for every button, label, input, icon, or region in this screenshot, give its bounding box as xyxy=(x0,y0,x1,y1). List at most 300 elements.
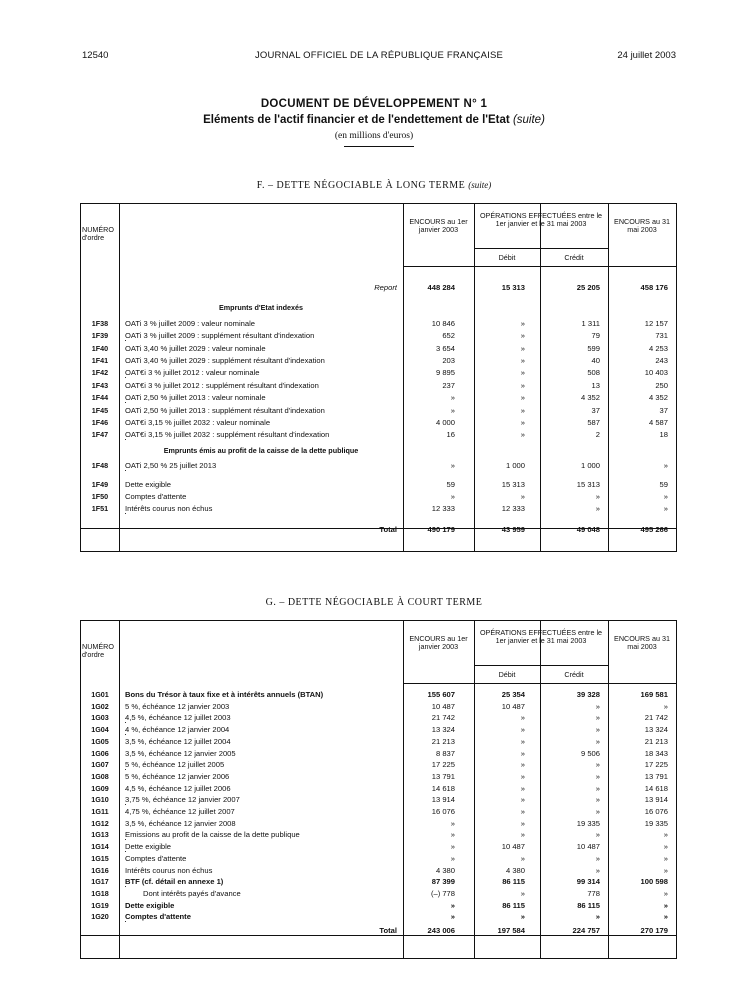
credit-value: » xyxy=(595,853,600,863)
row-label xyxy=(125,430,397,439)
encours-debut-value: » xyxy=(450,818,455,828)
row-number: 1F40 xyxy=(91,343,109,353)
row-number: 1G12 xyxy=(91,818,109,828)
row-label xyxy=(125,331,397,340)
table-row xyxy=(81,330,676,342)
encours-fin-value: 10 403 xyxy=(644,368,668,378)
encours-fin-value: 19 335 xyxy=(644,818,668,828)
encours-fin-value: 17 225 xyxy=(644,760,668,770)
row-label-text: Total xyxy=(379,524,397,534)
table-row xyxy=(81,771,676,783)
debit-value: 25 354 xyxy=(501,690,525,699)
debit-value: » xyxy=(520,356,525,365)
debit-value: 15 313 xyxy=(501,283,525,292)
row-label xyxy=(125,461,397,470)
credit-value: 13 xyxy=(591,380,600,390)
debit-value: » xyxy=(520,418,525,427)
credit-value: 37 xyxy=(591,405,600,415)
row-label-text: 4,5 %, échéance 12 juillet 2003 xyxy=(125,713,231,723)
encours-debut-value: 13 791 xyxy=(431,771,455,781)
document-subtitle xyxy=(0,114,748,126)
row-label xyxy=(125,418,397,427)
table-row xyxy=(81,724,676,736)
encours-debut-value: 4 000 xyxy=(435,418,455,427)
row-label-text: Comptes d'attente xyxy=(125,492,187,501)
credit-value: » xyxy=(595,760,600,770)
total-row xyxy=(81,524,676,536)
table-row xyxy=(81,911,676,923)
credit-value: 224 757 xyxy=(572,926,600,935)
encours-debut-value: 87 399 xyxy=(431,877,455,887)
row-number: 1G05 xyxy=(91,736,109,746)
encours-fin-value: » xyxy=(663,865,668,875)
row-label xyxy=(125,807,397,816)
row-number: 1F51 xyxy=(91,504,109,514)
row-label-text: OATi 3,40 % juillet 2029 : supplément résultant d'indexation xyxy=(125,356,325,365)
row-label xyxy=(125,368,397,377)
row-label-text: Comptes d'attente xyxy=(125,912,191,922)
encours-fin-value: 243 xyxy=(655,356,668,365)
encours-fin-value: 4 587 xyxy=(648,418,668,427)
credit-value: 1 000 xyxy=(580,461,600,471)
row-number: 1F45 xyxy=(91,405,109,415)
encours-debut-value: 9 895 xyxy=(435,368,455,378)
credit-value: 587 xyxy=(587,418,600,427)
encours-debut-value: 237 xyxy=(442,380,455,390)
table-row xyxy=(81,689,676,701)
credit-value: 15 313 xyxy=(576,479,600,489)
encours-debut-value: 21 742 xyxy=(431,713,455,723)
row-label-text: 3,5 %, échéance 12 juillet 2004 xyxy=(125,736,231,746)
row-label-text: Emissions au profit de la caisse de la dette publique xyxy=(125,830,300,840)
credit-value: » xyxy=(595,865,600,875)
row-number: 1F48 xyxy=(91,461,109,471)
row-label xyxy=(125,854,397,863)
encours-fin-value: » xyxy=(663,504,668,514)
row-label xyxy=(125,725,397,734)
debit-value: » xyxy=(520,760,525,770)
debit-value: » xyxy=(520,430,525,440)
debit-value: » xyxy=(520,771,525,781)
credit-value: 4 352 xyxy=(580,393,600,403)
heading-text: Emprunts d'Etat indexés xyxy=(219,303,303,313)
row-number: 1F44 xyxy=(91,393,109,403)
debit-value: » xyxy=(520,736,525,746)
row-number: 1G11 xyxy=(91,807,109,816)
table-row xyxy=(81,900,676,912)
encours-debut-value: » xyxy=(450,853,455,863)
encours-fin-value: 250 xyxy=(655,380,668,390)
row-label xyxy=(125,772,397,781)
row-number: 1F43 xyxy=(91,380,109,390)
debit-value: » xyxy=(520,393,525,403)
row-number: 1G19 xyxy=(91,900,109,910)
encours-fin-value: 13 324 xyxy=(644,725,668,735)
table-row xyxy=(81,853,676,865)
section-g-title xyxy=(0,597,748,608)
encours-fin-value: 169 581 xyxy=(640,690,668,699)
debit-value: » xyxy=(520,331,525,341)
encours-fin-value: 12 157 xyxy=(644,318,668,328)
debit-value: 15 313 xyxy=(501,479,525,489)
table-row xyxy=(81,380,676,392)
table-row xyxy=(81,479,676,491)
row-number: 1G02 xyxy=(91,701,109,711)
credit-value: » xyxy=(595,830,600,840)
credit-value: 39 328 xyxy=(576,690,600,699)
encours-fin-value: 18 343 xyxy=(644,748,668,758)
debit-value: 4 380 xyxy=(505,865,525,875)
row-number: 1G07 xyxy=(91,760,109,770)
table-row xyxy=(81,794,676,806)
section-f-title xyxy=(0,180,748,191)
credit-value: » xyxy=(595,736,600,746)
credit-value: 9 506 xyxy=(580,748,600,758)
encours-debut-value: 203 xyxy=(442,356,455,365)
debit-value: » xyxy=(520,725,525,735)
total-separator xyxy=(81,528,676,529)
table-row xyxy=(81,460,676,472)
row-label-text: 5 %, échéance 12 janvier 2003 xyxy=(125,701,230,711)
encours-fin-header: ENCOURS au 31 mai 2003 xyxy=(614,217,670,234)
debit-value: » xyxy=(520,830,525,840)
encours-debut-value: 243 006 xyxy=(427,926,455,935)
row-label xyxy=(125,830,397,839)
table-row xyxy=(81,759,676,771)
row-label-text: OATi 3,40 % juillet 2029 : valeur nominale xyxy=(125,343,266,353)
subtitle-text: Eléments de l'actif financier et de l'endettement de l'Etat xyxy=(203,114,510,126)
encours-fin-value: 16 076 xyxy=(644,807,668,816)
row-label-text: 5 %, échéance 12 janvier 2006 xyxy=(125,771,230,781)
row-number: 1G08 xyxy=(91,771,109,781)
row-label xyxy=(125,344,397,353)
credit-header: Crédit xyxy=(564,670,584,679)
table-row xyxy=(81,417,676,429)
row-label xyxy=(125,877,397,886)
encours-debut-value: 21 213 xyxy=(431,736,455,746)
encours-fin-value: 4 253 xyxy=(648,343,668,353)
operations-divider xyxy=(474,665,608,666)
encours-fin-value: » xyxy=(663,701,668,711)
row-label-text: 3,5 %, échéance 12 janvier 2008 xyxy=(125,818,236,828)
row-label-text: OATi 3 % juillet 2009 : valeur nominale xyxy=(125,318,256,328)
row-label xyxy=(125,702,397,711)
table-row xyxy=(81,748,676,760)
page-header xyxy=(82,50,676,64)
encours-debut-value: (–) 778 xyxy=(430,888,455,898)
encours-fin-value: 458 176 xyxy=(640,283,668,292)
row-number: 1F49 xyxy=(91,479,109,489)
section-heading xyxy=(81,302,676,314)
row-label-text: OATi 2,50 % 25 juillet 2013 xyxy=(125,461,217,471)
row-label-text: Bons du Trésor à taux fixe et à intérêts annuels (BTAN) xyxy=(125,690,324,699)
heading-text: Emprunts émis au profit de la caisse de la dette publique xyxy=(163,445,359,455)
encours-fin-value: 13 914 xyxy=(644,795,668,805)
encours-debut-value: 14 618 xyxy=(431,783,455,793)
table-row xyxy=(81,503,676,515)
credit-value: » xyxy=(595,701,600,711)
row-label-text: 5 %, échéance 12 juillet 2005 xyxy=(125,760,225,770)
page-number: 12540 xyxy=(82,50,109,61)
debit-header: Débit xyxy=(498,670,516,679)
row-label xyxy=(125,319,397,328)
credit-value: » xyxy=(595,771,600,781)
encours-fin-value: 270 179 xyxy=(640,926,668,935)
row-label xyxy=(125,737,397,746)
encours-debut-value: 13 324 xyxy=(431,725,455,735)
debit-value: » xyxy=(520,807,525,816)
encours-debut-header: ENCOURS au 1er janvier 2003 xyxy=(409,634,468,651)
table-row xyxy=(81,865,676,877)
encours-debut-value: 16 076 xyxy=(431,807,455,816)
table-row xyxy=(81,829,676,841)
row-label-text: 3,5 %, échéance 12 janvier 2005 xyxy=(125,748,236,758)
row-label-text: 3,75 %, échéance 12 janvier 2007 xyxy=(125,795,240,805)
encours-debut-value: 59 xyxy=(446,479,455,489)
encours-fin-value: 21 213 xyxy=(644,736,668,746)
credit-value: » xyxy=(595,912,600,922)
row-number: 1G06 xyxy=(91,748,109,758)
row-label-text: Dette exigible xyxy=(125,842,172,852)
encours-debut-header: ENCOURS au 1er janvier 2003 xyxy=(409,217,468,234)
unit-note: (en millions d'euros) xyxy=(334,131,414,141)
debit-value: 1 000 xyxy=(505,461,525,471)
encours-fin-value: 18 xyxy=(659,430,668,440)
row-number: 1F38 xyxy=(91,318,109,328)
row-label-text: OATi 2,50 % juillet 2013 : valeur nominale xyxy=(125,393,266,403)
document-title: DOCUMENT DE DÉVELOPPEMENT N° 1 xyxy=(260,98,488,110)
section-f-suffix: (suite) xyxy=(468,180,492,190)
debit-value: 10 487 xyxy=(501,842,525,852)
encours-debut-value: » xyxy=(450,393,455,403)
encours-fin-value: » xyxy=(663,492,668,501)
credit-value: 40 xyxy=(591,356,600,365)
table-row xyxy=(81,318,676,330)
row-number: 1G03 xyxy=(91,713,109,723)
table-row xyxy=(81,736,676,748)
table-row xyxy=(81,841,676,853)
table-row xyxy=(81,355,676,367)
debit-value: » xyxy=(520,783,525,793)
debit-value: 197 584 xyxy=(497,926,525,935)
row-label xyxy=(125,713,397,722)
row-number: 1F41 xyxy=(91,356,109,365)
row-label xyxy=(125,901,397,910)
row-label xyxy=(125,525,397,534)
encours-debut-value: 17 225 xyxy=(431,760,455,770)
row-label xyxy=(125,749,397,758)
row-label xyxy=(125,356,397,365)
credit-value: » xyxy=(595,795,600,805)
row-label-text: OATi 2,50 % juillet 2013 : supplément résultant d'indexation xyxy=(125,405,325,415)
credit-value: » xyxy=(595,713,600,723)
credit-value: » xyxy=(595,783,600,793)
header-bottom-line xyxy=(403,683,676,684)
credit-value: 19 335 xyxy=(576,818,600,828)
row-label-text: 4 %, échéance 12 janvier 2004 xyxy=(125,725,230,735)
encours-fin-value: 14 618 xyxy=(644,783,668,793)
encours-fin-value: 731 xyxy=(655,331,668,341)
table-row xyxy=(81,429,676,441)
encours-fin-value: » xyxy=(663,830,668,840)
row-label-text: OAT€i 3,15 % juillet 2032 : supplément résultant d'indexation xyxy=(125,430,330,440)
row-label xyxy=(125,889,397,898)
row-label xyxy=(125,480,397,489)
encours-fin-value: 37 xyxy=(659,405,668,415)
debit-value: 10 487 xyxy=(501,701,525,711)
row-label-text: 4,5 %, échéance 12 juillet 2006 xyxy=(125,783,231,793)
row-label xyxy=(125,819,397,828)
row-number: 1G01 xyxy=(91,690,109,699)
row-label-text: Intérêts courus non échus xyxy=(125,865,213,875)
table-row xyxy=(81,701,676,713)
row-number: 1G09 xyxy=(91,783,109,793)
debit-value: » xyxy=(520,818,525,828)
table-row xyxy=(81,343,676,355)
row-label-text: Intérêts courus non échus xyxy=(125,504,213,514)
row-number: 1G15 xyxy=(91,853,109,863)
debit-value: » xyxy=(520,713,525,723)
table-row xyxy=(81,876,676,888)
encours-debut-value: 12 333 xyxy=(431,504,455,514)
debit-value: » xyxy=(520,318,525,328)
credit-value: » xyxy=(595,504,600,514)
row-number: 1F39 xyxy=(91,331,109,341)
row-label xyxy=(125,504,397,513)
credit-value: 86 115 xyxy=(577,900,600,910)
encours-debut-value: » xyxy=(450,492,455,501)
credit-value: » xyxy=(595,725,600,735)
encours-fin-value: 59 xyxy=(659,479,668,489)
encours-debut-value: 16 xyxy=(446,430,455,440)
encours-debut-value: 10 846 xyxy=(431,318,455,328)
debit-value: 12 333 xyxy=(501,504,525,514)
credit-value: 778 xyxy=(587,888,600,898)
encours-debut-value: » xyxy=(450,900,455,910)
debit-value: 86 115 xyxy=(502,877,525,887)
debit-header: Débit xyxy=(498,253,516,262)
credit-header: Crédit xyxy=(564,253,584,262)
header-bottom-line xyxy=(403,266,676,267)
encours-fin-value: » xyxy=(663,842,668,852)
row-label-text: OAT€i 3 % juillet 2012 : supplément résultant d'indexation xyxy=(125,380,319,390)
credit-value: 10 487 xyxy=(576,842,600,852)
row-number: 1F46 xyxy=(91,418,109,427)
row-label xyxy=(125,912,397,921)
table-row xyxy=(81,888,676,900)
encours-debut-value: 155 607 xyxy=(427,690,455,699)
table-row xyxy=(81,783,676,795)
row-number: 1G04 xyxy=(91,725,109,735)
row-number: 1F50 xyxy=(91,492,109,501)
table-short-term-debt xyxy=(80,620,677,959)
encours-debut-value: 448 284 xyxy=(427,283,455,292)
debit-value: » xyxy=(520,748,525,758)
credit-value: 49 048 xyxy=(576,524,600,534)
encours-fin-value: » xyxy=(663,461,668,471)
encours-fin-value: 4 352 xyxy=(648,393,668,403)
row-label xyxy=(125,784,397,793)
subtitle-suffix: (suite) xyxy=(512,114,545,126)
row-number: 1G10 xyxy=(91,795,109,805)
encours-fin-value: » xyxy=(663,900,668,910)
row-label-text: Dette exigible xyxy=(125,900,175,910)
row-number: 1G20 xyxy=(91,912,109,922)
credit-value: 79 xyxy=(591,331,600,341)
encours-debut-value: » xyxy=(450,461,455,471)
encours-debut-value: » xyxy=(450,405,455,415)
publication-date: 24 juillet 2003 xyxy=(617,50,676,61)
debit-value: » xyxy=(520,405,525,415)
operations-header: OPÉRATIONS EFFECTUÉES entre le 1er janvier et le 31 mai 2003 xyxy=(479,628,603,645)
row-label-text: OAT€i 3,15 % juillet 2032 : valeur nominale xyxy=(125,418,271,427)
debit-value: » xyxy=(520,795,525,805)
row-number: 1G18 xyxy=(91,888,109,898)
table-row xyxy=(81,818,676,830)
row-number: 1F42 xyxy=(91,368,109,378)
row-label xyxy=(125,866,397,875)
credit-value: 599 xyxy=(587,343,600,353)
row-label-text: Report xyxy=(374,283,397,292)
row-label xyxy=(125,795,397,804)
credit-value: 1 311 xyxy=(581,318,600,328)
section-g-title-text: G. – DETTE NÉGOCIABLE À COURT TERME xyxy=(265,597,483,608)
debit-value: 43 959 xyxy=(501,524,525,534)
row-number: 1G13 xyxy=(91,830,109,840)
row-number: 1F47 xyxy=(91,430,109,440)
debit-value: » xyxy=(520,912,525,922)
table-long-term-debt xyxy=(80,203,677,552)
row-number: 1G16 xyxy=(91,865,109,875)
row-label xyxy=(125,393,397,402)
credit-value: 25 205 xyxy=(576,283,600,292)
encours-fin-value: » xyxy=(663,912,668,922)
row-label xyxy=(125,492,397,501)
debit-value: » xyxy=(520,492,525,501)
numero-header: NUMÉRO d'ordre xyxy=(82,225,114,242)
numero-header: NUMÉRO d'ordre xyxy=(82,642,114,659)
row-label-text: Dont intérêts payés d'avance xyxy=(125,889,243,898)
table-row xyxy=(81,806,676,818)
row-label-text: Dette exigible xyxy=(125,479,172,489)
credit-value: 508 xyxy=(587,368,600,378)
row-label xyxy=(125,381,397,390)
encours-fin-value: » xyxy=(663,888,668,898)
table-row xyxy=(81,392,676,404)
table-row xyxy=(81,712,676,724)
encours-fin-value: » xyxy=(663,853,668,863)
credit-value: 2 xyxy=(595,430,600,440)
credit-value: 99 314 xyxy=(576,877,600,887)
encours-debut-value: » xyxy=(450,830,455,840)
row-label xyxy=(125,926,397,935)
encours-debut-value: » xyxy=(450,842,455,852)
row-label xyxy=(125,406,397,415)
row-label xyxy=(125,842,397,851)
credit-value: » xyxy=(595,807,600,816)
operations-divider xyxy=(474,248,608,249)
journal-title: JOURNAL OFFICIEL DE LA RÉPUBLIQUE FRANÇAISE xyxy=(254,50,504,61)
operations-header: OPÉRATIONS EFFECTUÉES entre le 1er janvier et le 31 mai 2003 xyxy=(479,211,603,228)
title-divider xyxy=(344,146,414,147)
encours-debut-value: 4 380 xyxy=(435,865,455,875)
debit-value: » xyxy=(520,888,525,898)
table-row xyxy=(81,282,676,294)
row-label xyxy=(125,760,397,769)
encours-debut-value: 13 914 xyxy=(431,795,455,805)
row-label xyxy=(125,283,397,292)
encours-debut-value: 8 837 xyxy=(435,748,455,758)
